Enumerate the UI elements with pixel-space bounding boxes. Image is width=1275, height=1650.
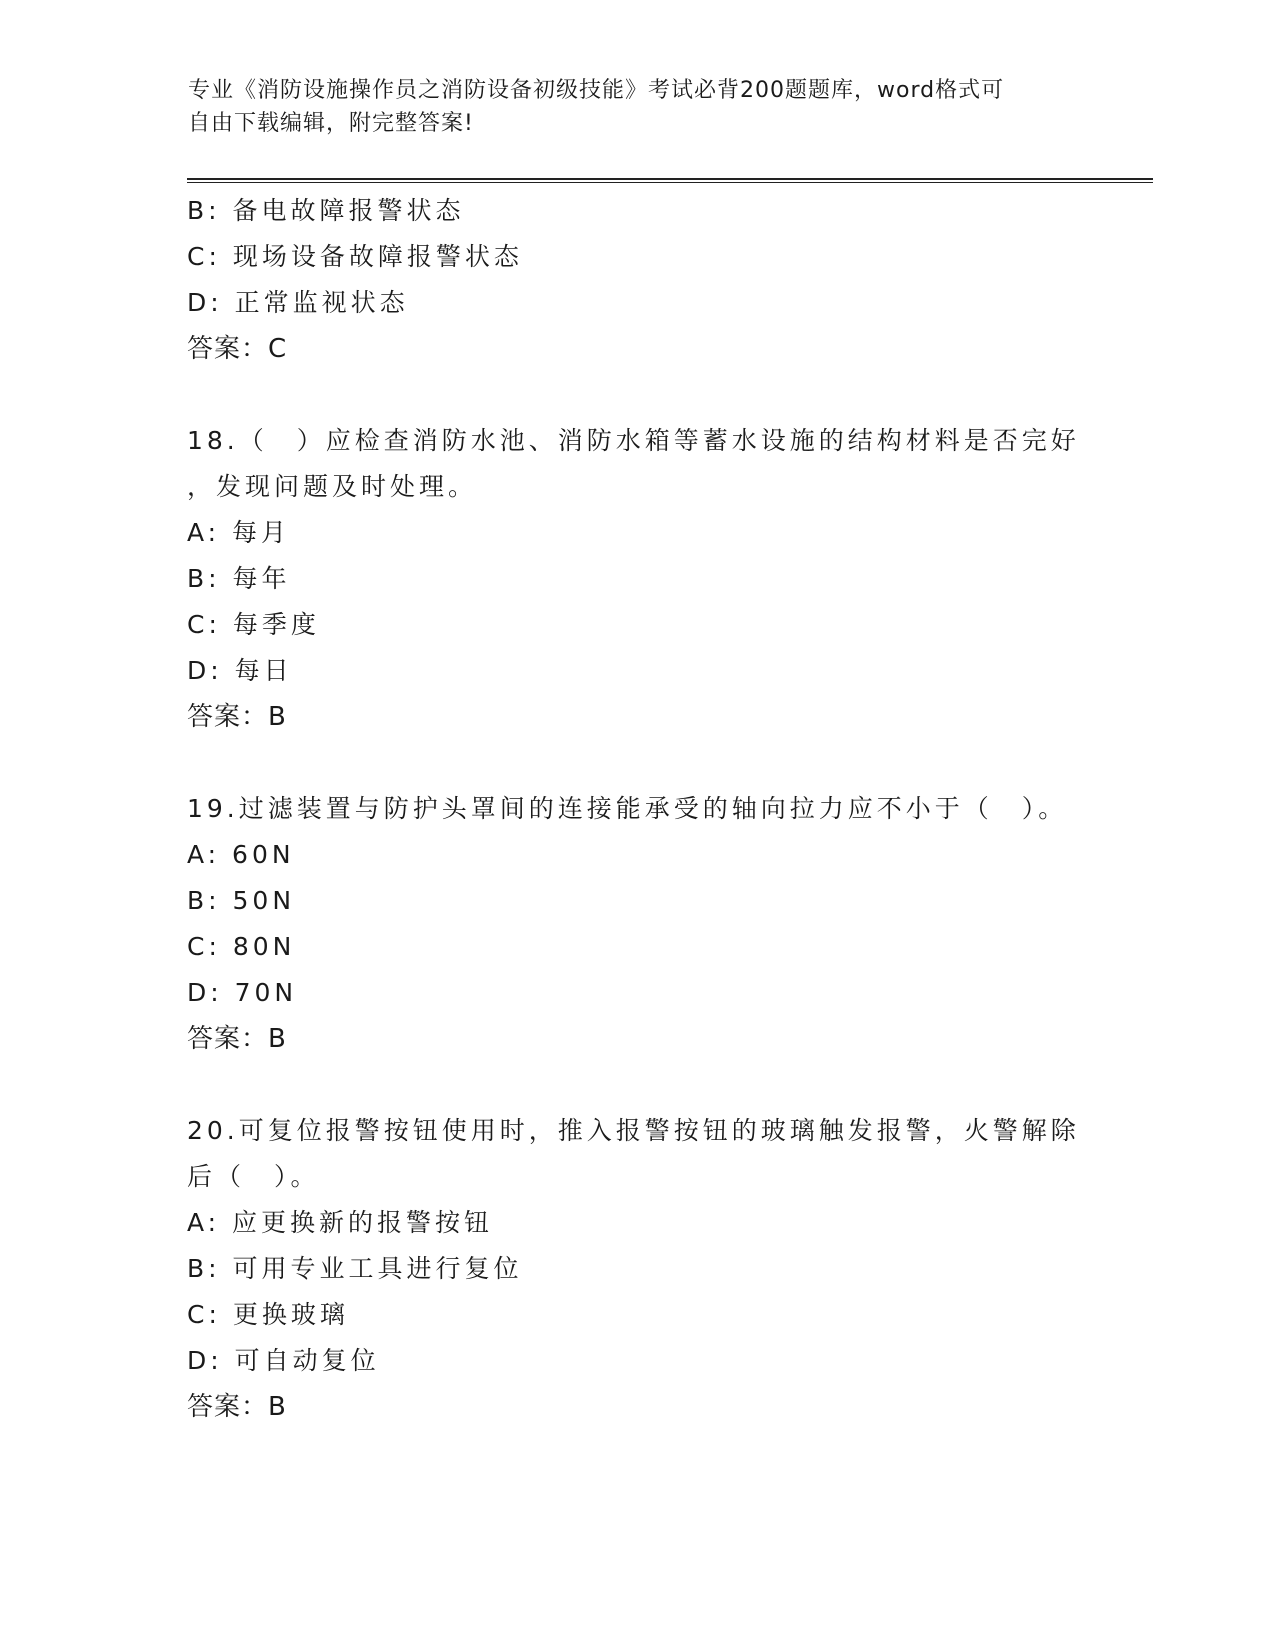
option-c: C: 现场设备故障报警状态 <box>187 242 523 271</box>
answer-line <box>187 326 1127 372</box>
spacer <box>187 372 1127 418</box>
question-list <box>187 188 1127 1430</box>
answer-label: 答案： <box>187 1024 269 1054</box>
option-c: C: 80N <box>187 932 296 961</box>
question-text-line-2: ，发现问题及时处理。 <box>187 472 478 501</box>
question-text-line-1: 18.（ ）应检查消防水池、消防水箱等蓄水设施的结构材料是否完好 <box>187 426 1080 455</box>
answer-label: 答案： <box>187 1392 269 1422</box>
option-d: D: 可自动复位 <box>187 1346 380 1375</box>
answer-line <box>187 1384 1127 1430</box>
question-text-line-1: 20.可复位报警按钮使用时，推入报警按钮的玻璃触发报警，火警解除 <box>187 1116 1080 1145</box>
answer-label: 答案： <box>187 334 269 364</box>
option-d: D: 70N <box>187 978 298 1007</box>
question-20 <box>187 1108 1127 1430</box>
option-b: B: 50N <box>187 886 296 915</box>
answer-value: B <box>268 702 287 732</box>
option-a: A: 每月 <box>187 518 291 547</box>
option-d: D: 每日 <box>187 656 293 685</box>
question-text-line-2: 后（ ）。 <box>187 1162 320 1191</box>
header-title-line-1: 专业《消防设施操作员之消防设备初级技能》考试必背200题题库，word格式可 <box>188 78 1005 103</box>
option-c: C: 更换玻璃 <box>187 1300 349 1329</box>
answer-value: B <box>268 1024 287 1054</box>
question-18 <box>187 418 1127 740</box>
option-d: D: 正常监视状态 <box>187 288 409 317</box>
option-b: B: 备电故障报警状态 <box>187 196 465 225</box>
option-b: B: 每年 <box>187 564 291 593</box>
answer-line <box>187 694 1127 740</box>
document-header <box>188 74 1068 140</box>
option-a: A: 60N <box>187 840 295 869</box>
answer-value: B <box>268 1392 287 1422</box>
option-c: C: 每季度 <box>187 610 320 639</box>
answer-label: 答案： <box>187 702 269 732</box>
answer-line <box>187 1016 1127 1062</box>
header-divider <box>187 178 1153 183</box>
question-19 <box>187 786 1127 1062</box>
spacer <box>187 1062 1127 1108</box>
header-title-line-2: 自由下载编辑，附完整答案! <box>188 111 474 136</box>
option-b: B: 可用专业工具进行复位 <box>187 1254 523 1283</box>
question-text-line-1: 19.过滤装置与防护头罩间的连接能承受的轴向拉力应不小于（ ）。 <box>187 794 1068 823</box>
option-a: A: 应更换新的报警按钮 <box>187 1208 494 1237</box>
spacer <box>187 740 1127 786</box>
answer-value: C <box>268 334 288 364</box>
question-17-tail <box>187 188 1127 372</box>
